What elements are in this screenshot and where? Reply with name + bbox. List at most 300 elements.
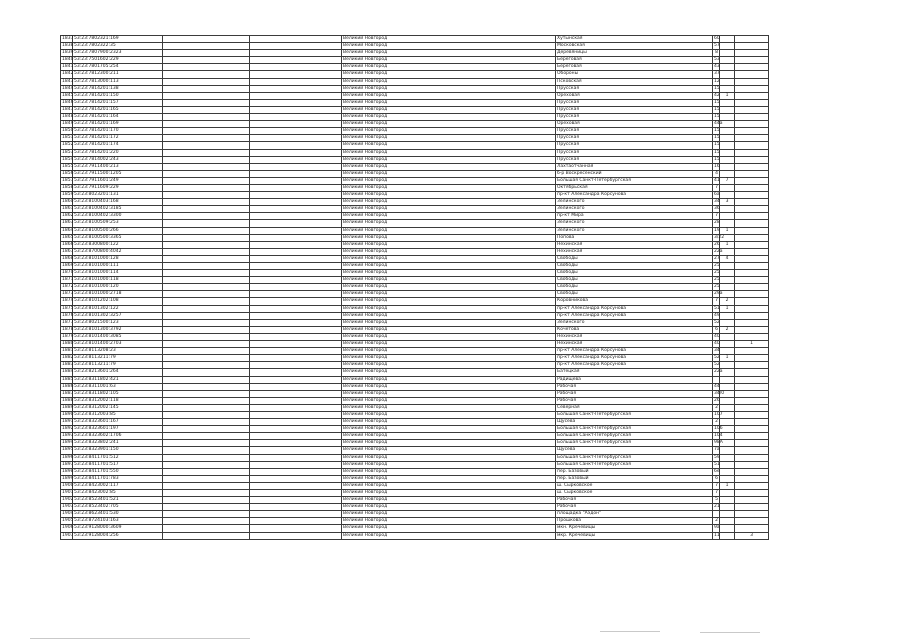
blank-cell	[250, 525, 342, 532]
row-number: 1862	[62, 213, 74, 219]
blank-cell	[163, 411, 250, 418]
blank-cell	[250, 411, 342, 418]
cadastral-number: 53:23:8411701:783	[73, 475, 163, 482]
blank-cell	[250, 433, 342, 440]
row-number: 1873	[62, 291, 74, 297]
street-cell: Прошкова	[556, 518, 713, 525]
table-row	[61, 355, 769, 362]
table-row	[61, 291, 769, 298]
row-number: 1843	[62, 78, 74, 84]
building-number: 1	[720, 241, 735, 248]
row-number: 1840	[62, 57, 74, 63]
blank-cell	[163, 525, 250, 532]
house-number: 2	[713, 419, 720, 426]
building-number	[720, 43, 735, 50]
house-number: 7	[713, 298, 720, 305]
blank-cell	[163, 36, 250, 43]
city-cell: Великий Новгород	[342, 497, 556, 504]
street-cell: Прусская	[556, 114, 713, 121]
extra-cell	[735, 497, 769, 504]
blank-cell	[250, 298, 342, 305]
blank-cell	[250, 114, 342, 121]
table-row	[61, 333, 769, 340]
cadastral-number: 53:23:8523402:705	[73, 504, 163, 511]
house-number: 25	[714, 284, 720, 290]
cadastral-number: 53:23:7911601:249	[73, 177, 163, 184]
city-cell: Великий Новгород	[342, 383, 556, 390]
cadastral-number: 53:23:7802322:35	[73, 43, 163, 50]
house-number: 42	[714, 92, 720, 98]
building-number	[720, 362, 735, 369]
building-number: 1	[720, 227, 735, 234]
cadastral-number: 53:23:8101400:2703	[73, 341, 163, 348]
extra-cell	[735, 291, 769, 298]
house-number: 2	[713, 404, 720, 411]
blank-cell	[250, 234, 342, 241]
blank-cell	[250, 468, 342, 475]
building-number	[720, 525, 735, 532]
city-cell: Великий Новгород	[342, 454, 556, 461]
building-number	[720, 504, 735, 511]
blank-cell	[163, 532, 250, 539]
city-cell: Великий Новгород	[342, 284, 556, 291]
city-cell: Великий Новгород	[342, 71, 556, 78]
blank-cell	[163, 92, 250, 99]
blank-cell	[250, 312, 342, 319]
city-cell: Великий Новгород	[342, 99, 556, 106]
row-number: 1846	[62, 99, 74, 105]
building-number	[720, 213, 735, 220]
building-number	[720, 333, 735, 340]
street-cell: Нехинская	[556, 248, 713, 255]
building-number: 2	[720, 326, 735, 333]
house-number: 6а	[714, 192, 720, 198]
extra-cell	[735, 92, 769, 99]
blank-cell	[250, 184, 342, 191]
row-number: 1855	[62, 163, 74, 169]
blank-cell	[163, 71, 250, 78]
blank-cell	[163, 234, 250, 241]
city-cell: Великий Новгород	[342, 461, 556, 468]
blank-cell	[163, 298, 250, 305]
street-cell: мкн. Кречевицы	[556, 525, 713, 532]
building-number: 2	[720, 298, 735, 305]
table-row	[61, 142, 769, 149]
blank-cell	[250, 348, 342, 355]
cadastral-number: 53:23:8411701:517	[73, 461, 163, 468]
street-cell: Береговая	[556, 64, 713, 71]
blank-cell	[250, 490, 342, 497]
extra-cell	[735, 305, 769, 312]
table-row	[61, 482, 769, 489]
city-cell: Великий Новгород	[342, 220, 556, 227]
city-cell: Великий Новгород	[342, 114, 556, 121]
building-number	[720, 57, 735, 64]
extra-cell	[735, 121, 769, 128]
building-number	[720, 206, 735, 213]
blank-cell	[163, 468, 250, 475]
blank-cell	[250, 135, 342, 142]
street-cell: Свободы	[556, 277, 713, 284]
extra-cell	[735, 461, 769, 468]
street-cell: пр-кт Мира	[556, 213, 713, 220]
house-number: 40	[714, 333, 720, 339]
extra-cell	[735, 227, 769, 234]
table-row	[61, 341, 769, 348]
register-table	[60, 35, 769, 540]
blank-cell	[163, 482, 250, 489]
house-number: 7	[713, 482, 720, 489]
blank-cell	[163, 170, 250, 177]
cadastral-number: 53:23:8113208:23	[73, 348, 163, 355]
cadastral-number: 53:23:8101302:122	[73, 305, 163, 312]
cadastral-number: 53:23:8113211:79	[73, 362, 163, 369]
table-row	[61, 369, 769, 376]
house-number: 25	[714, 270, 720, 276]
city-cell: Великий Новгород	[342, 504, 556, 511]
table-row	[61, 71, 769, 78]
house-number: 15	[714, 142, 720, 148]
house-number: 53	[714, 57, 720, 63]
blank-cell	[163, 85, 250, 92]
city-cell: Великий Новгород	[342, 355, 556, 362]
cadastral-number: 53:23:8300800:122	[73, 241, 163, 248]
house-number: 15	[714, 156, 720, 162]
street-cell: Рабочая	[556, 397, 713, 404]
cadastral-number: 53:23:8100509:253	[73, 220, 163, 227]
house-number: 6е	[714, 468, 720, 474]
table-row	[61, 227, 769, 234]
cadastral-number: 53:23:7814201:150	[73, 92, 163, 99]
city-cell: Великий Новгород	[342, 170, 556, 177]
house-number: 7	[713, 213, 720, 220]
row-number: 1881	[62, 348, 74, 354]
cadastral-number: 53:23:8213601:264	[73, 369, 163, 376]
house-number: 51	[714, 461, 720, 467]
street-cell: Большая Санкт-Петербургская	[556, 454, 713, 461]
table-row	[61, 454, 769, 461]
table-row	[61, 447, 769, 454]
row-number: 1882	[62, 355, 74, 361]
blank-cell	[250, 192, 342, 199]
house-number	[713, 376, 720, 383]
building-number	[720, 128, 735, 135]
blank-cell	[250, 248, 342, 255]
extra-cell	[735, 36, 769, 43]
extra-cell	[735, 383, 769, 390]
row-number: 1890	[62, 411, 74, 417]
house-number: 11	[714, 532, 720, 538]
street-cell: Нехинская	[556, 333, 713, 340]
blank-cell	[163, 241, 250, 248]
extra-cell	[735, 220, 769, 227]
table-row	[61, 163, 769, 170]
street-cell: Зелинского	[556, 220, 713, 227]
house-number: 57	[714, 43, 720, 49]
cadastral-number: 53:23:8423002:117	[73, 482, 163, 489]
blank-cell	[163, 213, 250, 220]
table-row	[61, 106, 769, 113]
table-row	[61, 468, 769, 475]
house-number: 15	[714, 149, 720, 155]
table-row	[61, 99, 769, 106]
street-cell: Хутынская	[556, 36, 713, 43]
blank-cell	[163, 78, 250, 85]
house-number: 34	[714, 348, 720, 354]
row-number: 1863	[62, 220, 74, 226]
table-row	[61, 362, 769, 369]
house-number: 52	[714, 362, 720, 368]
cadastral-number: 53:23:8101000:2718	[73, 291, 163, 298]
row-number: 1879	[62, 333, 74, 339]
blank-cell	[250, 156, 342, 163]
table-row	[61, 518, 769, 525]
cadastral-number: 53:23:8100402:3185	[73, 206, 163, 213]
blank-cell	[250, 149, 342, 156]
cadastral-number: 53:23:7501602:229	[73, 57, 163, 64]
house-number: 26	[714, 241, 720, 247]
blank-cell	[250, 78, 342, 85]
row-number: 1837	[62, 36, 74, 41]
row-number: 1889	[62, 404, 74, 410]
table-row	[61, 270, 769, 277]
cadastral-number: 53:23:7911609:229	[73, 184, 163, 191]
street-cell: Щусева	[556, 419, 713, 426]
cadastral-number: 53:23:8100500:3365	[73, 234, 163, 241]
table-row	[61, 50, 769, 57]
blank-cell	[250, 454, 342, 461]
extra-cell	[735, 184, 769, 191]
row-number: 1867	[62, 248, 74, 254]
blank-cell	[163, 475, 250, 482]
street-cell: Большая Санкт-Петербургская	[556, 177, 713, 184]
building-number	[720, 142, 735, 149]
blank-cell	[250, 326, 342, 333]
building-number: 7	[720, 177, 735, 184]
building-number	[720, 383, 735, 390]
extra-cell	[735, 426, 769, 433]
blank-cell	[250, 50, 342, 57]
cadastral-number: 53:23:9128000:3609	[73, 525, 163, 532]
blank-cell	[163, 99, 250, 106]
building-number	[720, 114, 735, 121]
row-number: 1893	[62, 433, 74, 439]
row-number: 1869	[62, 263, 74, 268]
city-cell: Великий Новгород	[342, 319, 556, 326]
blank-cell	[250, 419, 342, 426]
house-number: 25	[714, 277, 720, 283]
table-row	[61, 284, 769, 291]
city-cell: Великий Новгород	[342, 419, 556, 426]
street-cell: Нехинская	[556, 241, 713, 248]
register-rows	[61, 36, 769, 540]
building-number	[720, 490, 735, 497]
city-cell: Великий Новгород	[342, 163, 556, 170]
building-number	[720, 532, 735, 539]
street-cell: Зелинского	[556, 206, 713, 213]
building-number	[720, 270, 735, 277]
row-number: 1896	[62, 454, 74, 460]
table-row	[61, 475, 769, 482]
city-cell: Великий Новгород	[342, 177, 556, 184]
city-cell: Великий Новгород	[342, 135, 556, 142]
row-number: 1902	[62, 497, 74, 503]
blank-cell	[163, 255, 250, 262]
house-number: 19	[714, 227, 720, 233]
building-number	[720, 461, 735, 468]
city-cell: Великий Новгород	[342, 106, 556, 113]
city-cell: Великий Новгород	[342, 411, 556, 418]
cadastral-number: 53:23:7814201:138	[73, 85, 163, 92]
street-cell: Прусская	[556, 142, 713, 149]
street-cell: пер. Базовый	[556, 475, 713, 482]
blank-cell	[250, 475, 342, 482]
cadastral-number: 53:23:8323802:241	[73, 440, 163, 447]
cadastral-number: 53:23:8323601:167	[73, 419, 163, 426]
cadastral-number: 53:23:8100500:266	[73, 227, 163, 234]
street-cell: Московская	[556, 43, 713, 50]
cadastral-number: 53:23:7814201:165	[73, 106, 163, 113]
blank-cell	[163, 419, 250, 426]
building-number	[720, 135, 735, 142]
table-row	[61, 85, 769, 92]
extra-cell	[735, 433, 769, 440]
row-number: 1839	[62, 50, 74, 56]
row-number: 1872	[62, 284, 74, 290]
house-number: 59	[714, 454, 720, 460]
street-cell: Псковская	[556, 78, 713, 85]
house-number: 29а	[714, 291, 723, 297]
row-number: 1906	[62, 525, 74, 531]
table-row	[61, 192, 769, 199]
scan-artifact-line	[30, 638, 250, 639]
row-number: 1870	[62, 270, 74, 276]
extra-cell	[735, 475, 769, 482]
table-row	[61, 525, 769, 532]
city-cell: Великий Новгород	[342, 248, 556, 255]
scan-artifact-line	[700, 632, 760, 633]
street-cell: Ореховая	[556, 92, 713, 99]
building-number	[720, 99, 735, 106]
blank-cell	[250, 333, 342, 340]
blank-cell	[163, 341, 250, 348]
blank-cell	[163, 106, 250, 113]
cadastral-number: 53:23:7807900:2323	[73, 50, 163, 57]
blank-cell	[250, 199, 342, 206]
street-cell: Прусская	[556, 99, 713, 106]
city-cell: Великий Новгород	[342, 43, 556, 50]
blank-cell	[250, 227, 342, 234]
house-number: 34/0	[714, 390, 725, 396]
blank-cell	[163, 305, 250, 312]
house-number: 15	[714, 128, 720, 134]
scan-artifact-line	[600, 631, 660, 632]
building-number	[720, 64, 735, 71]
blank-cell	[250, 504, 342, 511]
house-number: 52	[714, 319, 720, 325]
blank-cell	[163, 497, 250, 504]
extra-cell	[735, 50, 769, 57]
extra-cell	[735, 298, 769, 305]
table-row	[61, 248, 769, 255]
extra-cell	[735, 135, 769, 142]
table-row	[61, 156, 769, 163]
cadastral-number: 53:23:8101000:111	[73, 263, 163, 270]
city-cell: Великий Новгород	[342, 482, 556, 489]
house-number: 15	[714, 99, 720, 105]
blank-cell	[163, 57, 250, 64]
house-number: 16	[714, 163, 720, 169]
row-number: 1842	[62, 71, 74, 77]
cadastral-number: 53:23:8623401:530	[73, 511, 163, 518]
blank-cell	[163, 142, 250, 149]
street-cell: Прусская	[556, 135, 713, 142]
blank-cell	[250, 355, 342, 362]
blank-cell	[250, 341, 342, 348]
table-row	[61, 277, 769, 284]
blank-cell	[250, 263, 342, 270]
row-number: 1876	[62, 312, 74, 318]
house-number: 22а	[714, 248, 723, 254]
house-number: 7а	[714, 447, 720, 453]
house-number: 60	[714, 36, 720, 41]
extra-cell	[735, 312, 769, 319]
extra-cell	[735, 447, 769, 454]
cadastral-number: 53:23:8113211:79	[73, 355, 163, 362]
extra-cell	[735, 284, 769, 291]
table-row	[61, 177, 769, 184]
row-number: 1899	[62, 475, 74, 481]
city-cell: Великий Новгород	[342, 64, 556, 71]
table-row	[61, 440, 769, 447]
blank-cell	[250, 426, 342, 433]
blank-cell	[163, 177, 250, 184]
cadastral-number: 53:23:7814201:174	[73, 142, 163, 149]
blank-cell	[163, 511, 250, 518]
blank-cell	[250, 497, 342, 504]
house-number: 5	[713, 497, 720, 504]
city-cell: Великий Новгород	[342, 397, 556, 404]
house-number: 6	[713, 326, 720, 333]
blank-cell	[250, 241, 342, 248]
street-cell: Деревяницы	[556, 50, 713, 57]
cadastral-number: 53:23:7814201:220	[73, 149, 163, 156]
cadastral-number: 53:23:8323901:150	[73, 447, 163, 454]
row-number: 1871	[62, 277, 74, 283]
blank-cell	[250, 362, 342, 369]
row-number: 1845	[62, 92, 74, 98]
street-cell: Зелинского	[556, 227, 713, 234]
city-cell: Великий Новгород	[342, 305, 556, 312]
table-row	[61, 199, 769, 206]
building-number	[720, 511, 735, 518]
city-cell: Великий Новгород	[342, 440, 556, 447]
blank-cell	[163, 440, 250, 447]
extra-cell	[735, 490, 769, 497]
building-number	[720, 106, 735, 113]
building-number	[720, 454, 735, 461]
table-row	[61, 348, 769, 355]
blank-cell	[250, 482, 342, 489]
blank-cell	[163, 433, 250, 440]
row-number: 1886	[62, 383, 74, 389]
blank-cell	[163, 114, 250, 121]
building-number: 1	[720, 305, 735, 312]
city-cell: Великий Новгород	[342, 57, 556, 64]
street-cell: Большая Санкт-Петербургская	[556, 411, 713, 418]
house-number: 9а	[714, 525, 720, 531]
cadastral-number: 53:23:7814201:169	[73, 121, 163, 128]
